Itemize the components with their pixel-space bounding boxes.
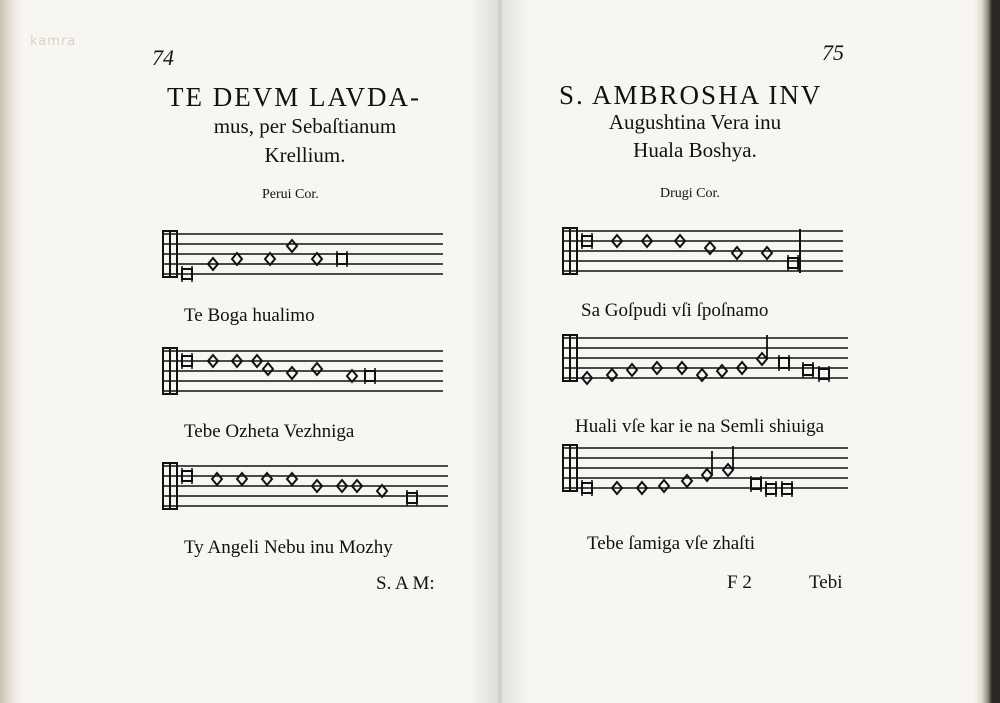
page-number: 74 — [152, 45, 174, 70]
note-head — [697, 369, 707, 381]
lyric-line: Tebe Ozheta Vezhniga — [184, 421, 355, 442]
catchword: S. A M: — [376, 573, 435, 594]
note-head — [705, 242, 715, 254]
title-line: Huala Boshya. — [633, 138, 757, 162]
music-staff — [160, 458, 450, 520]
page-title: TE DEVM LAVDA- — [167, 82, 421, 112]
note-head — [762, 247, 772, 259]
title-line: Krellium. — [264, 143, 346, 167]
lyric-line: Sa Goſpudi vſi ſpoſnamo — [581, 300, 769, 321]
note-head — [732, 247, 742, 259]
music-staff — [560, 440, 850, 502]
book-gutter — [470, 0, 530, 703]
voice-label: Perui Cor. — [262, 187, 319, 202]
note-head — [287, 473, 297, 485]
note-head — [702, 469, 712, 481]
music-staff — [560, 330, 850, 392]
watermark: kamra — [30, 34, 77, 49]
note-head — [212, 473, 222, 485]
right-page — [497, 0, 1000, 703]
note-head — [263, 363, 273, 375]
page-title: S. AMBROSHA INV — [559, 80, 823, 110]
note-head — [237, 473, 247, 485]
music-staff — [160, 226, 445, 288]
voice-label: Drugi Cor. — [660, 186, 720, 201]
breve-note — [788, 258, 798, 268]
note-head — [682, 475, 692, 487]
lyric-line: Huali vſe kar ie na Semli shiuiga — [575, 416, 825, 437]
music-staff — [560, 223, 845, 285]
note-head — [262, 473, 272, 485]
note-head — [723, 464, 733, 476]
lyric-line: Tebe ſamiga vſe zhaſti — [587, 533, 756, 554]
right-page-edge — [974, 0, 1000, 703]
lyric-line: Te Boga hualimo — [184, 305, 315, 326]
breve-note — [803, 365, 813, 375]
note-head — [607, 369, 617, 381]
page-number: 75 — [822, 40, 844, 65]
note-head — [287, 240, 297, 252]
breve-note — [779, 358, 789, 368]
breve-note — [766, 484, 776, 494]
note-head — [312, 363, 322, 375]
breve-note — [365, 371, 375, 381]
music-staff — [160, 343, 445, 405]
left-page-edge — [0, 0, 22, 703]
lyric-line: Ty Angeli Nebu inu Mozhy — [184, 537, 393, 558]
left-page — [0, 0, 497, 703]
breve-note — [407, 493, 417, 503]
signature-mark: F 2 — [727, 572, 752, 593]
note-head — [287, 367, 297, 379]
note-head — [659, 480, 669, 492]
catchword: Tebi — [809, 572, 843, 593]
note-head — [627, 364, 637, 376]
title-line: mus, per Sebaſtianum — [213, 114, 397, 138]
breve-note — [782, 484, 792, 494]
note-head — [717, 365, 727, 377]
title-line: Augushtina Vera inu — [608, 110, 782, 134]
note-head — [757, 353, 767, 365]
breve-note — [337, 254, 347, 264]
